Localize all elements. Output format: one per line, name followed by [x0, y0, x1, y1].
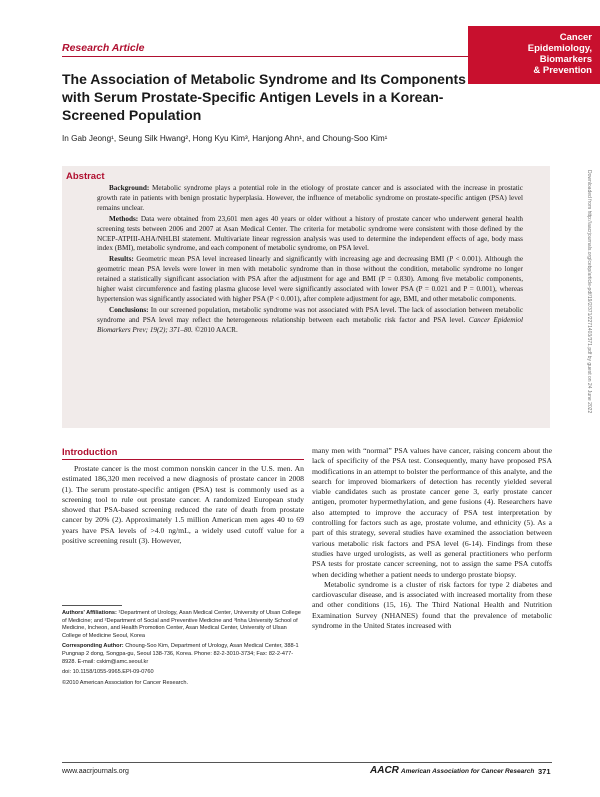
introduction-left-column	[62, 464, 304, 546]
abstract-copyright: ©2010 AACR.	[194, 325, 238, 334]
journal-badge-line: Biomarkers	[539, 54, 592, 65]
aacr-logo-name: American Association for Cancer Research	[400, 768, 535, 775]
affiliations-label: Authors' Affiliations:	[62, 610, 117, 616]
journal-badge-line: Cancer	[559, 32, 592, 43]
article-title: The Association of Metabolic Syndrome and Its Components with Serum Prostate-Specific Antigen Levels in a Korean-Screened Population	[62, 71, 466, 123]
aacr-logo-mark: AACR	[370, 765, 399, 776]
corresponding-text: Choung-Soo Kim, Department of Urology, Asan Medical Center, 388-1 Pungnap 2 dong, Songpa-gu, Seoul 138-736, Korea. Phone: 82-2-3010-3734; Fax: 82-2-477-8928. E-mail: cskim@amc.seoul.kr	[62, 643, 299, 665]
journal-badge-line: Epidemiology,	[527, 43, 592, 54]
abstract-background	[97, 184, 523, 214]
doi: doi: 10.1158/1055-9965.EPI-09-0760	[62, 669, 154, 676]
section-label: Research Article	[62, 42, 145, 54]
abstract-heading: Abstract	[66, 171, 105, 182]
corresponding-author	[62, 643, 304, 666]
download-note: Downloaded from http://aacrjournals.org/cebp/article-pdf/19/2/371/2271403/371.pdf by guest on 24 June 2022	[586, 170, 592, 414]
page-number: 371	[538, 767, 551, 776]
affiliations-block	[62, 610, 304, 690]
abstract-citation: Cancer Epidemiol Biomarkers Prev; 19(2); 371–80.	[97, 315, 523, 334]
abstract-background-text: Metabolic syndrome plays a potential role in the etiology of prostate cancer and is associated with the increase in prostatic growth rate in patients with benign prostatic hyperplasia. However, the influence of metabolic syndrome on prostate-specific antigen (PSA) level remains unclear.	[97, 184, 523, 212]
introduction-heading: Introduction	[62, 447, 118, 458]
abstract-conclusions	[97, 306, 523, 336]
affiliations-rule	[62, 605, 122, 606]
intro-paragraph: Prostate cancer is the most common nonskin cancer in the U.S. men. An estimated 186,320 men received a new diagnosis of prostate cancer in 2008 (1). The serum prostate-specific antigen (PSA) test is commonly used as a screening tool to rule out prostate cancer. A randomized European study showed that PSA-based screening reduced the rate of death from prostate cancer by 20% (2). Approximately 1.5 million American men ages 40 to 69 years have PSA levels of >4.0 ng/mL, a widely used cutoff value for a positive screening result (3). However,	[62, 464, 304, 546]
abstract-results	[97, 255, 523, 305]
intro-paragraph: Metabolic syndrome is a cluster of risk factors for type 2 diabetes and cardiovascular disease, and is associated with increased mortality from these and other conditions (15, 16). The Third National Health and Nutrition Examination Survey (NHANES) found that the prevalence of metabolic syndrome in the United States increased with	[312, 579, 552, 631]
introduction-rule	[62, 459, 304, 460]
abstract-methods-label: Methods:	[109, 214, 139, 223]
abstract-results-label: Results:	[109, 255, 134, 264]
abstract-methods	[97, 215, 523, 255]
abstract-body	[97, 184, 523, 337]
abstract-conclusions-label: Conclusions:	[109, 305, 149, 314]
affiliations-text: ¹Department of Urology, Asan Medical Center, University of Ulsan College of Medicine; and ²Department of Social and Preventive Medicine and ³Inha University School of Medicine, Incheon, and Health Promotion Center, Asan Medical Center, University of Ulsan College of Medicine Seoul, Korea	[62, 610, 301, 639]
corresponding-label: Corresponding Author:	[62, 643, 124, 650]
abstract-results-text: Geometric mean PSA level increased linearly and significantly with increasing age and decreasing BMI (P < 0.001). Although the geometric mean PSA levels were lower in men with metabolic syndrome than in those without the condition, metabolic syndrome no longer retained a statistically significant association with PSA after the adjustment for age and BMI (P = 0.830). Among five metabolic components, higher waist circumference and fasting plasma glucose level were significantly associated with lower PSA (P = 0.021 and P = 0.001), whereas hypertension was significantly associated with higher PSA (P < 0.001), after complete adjustment for age, BMI, and other metabolic components.	[97, 255, 524, 303]
footer-url[interactable]: www.aacrjournals.org	[62, 768, 129, 775]
affiliations-copyright: ©2010 American Association for Cancer Research.	[62, 679, 189, 686]
abstract-conclusions-text: In our screened population, metabolic syndrome was not associated with PSA level. The lack of association between metabolic syndrome and PSA level may reflect the heterogeneous relationship between each metabolic risk factor and PSA level.	[97, 305, 524, 324]
intro-paragraph: many men with “normal” PSA values have cancer, raising concern about the lack of specificity of the PSA test. Consequently, many have proposed PSA modifications in an attempt to bolster the performance of this analyte, and the search for improved biomarkers of detection has recently yielded several viable candidates such as prostate cancer gene 3, early prostate cancer antigen, promoter hypermethylation, and gene fusions (4). Researchers have also attempted to improve the accuracy of PSA test interpretation by controlling for factors such as age, prostate volume, and ethnicity (5). As a part of this strategy, several studies have examined the association between various metabolic risk factors and PSA level (6-14). Findings from these studies have urged urologists, as well as general practitioners who perform PSA tests for prostate cancer screening, not to assign the same PSA cutoffs when deciding whether a patient needs to undergo prostate biopsy.	[312, 446, 552, 579]
header-rule	[62, 56, 468, 57]
journal-badge-line: & Prevention	[533, 65, 592, 76]
authors-affiliations	[62, 610, 304, 640]
author-list: In Gab Jeong¹, Seung Silk Hwang², Hong Kyu Kim³, Hanjong Ahn¹, and Choung-Soo Kim¹	[62, 134, 388, 143]
abstract-background-label: Background:	[109, 184, 150, 192]
journal-badge	[468, 26, 600, 84]
abstract-methods-text: Data were obtained from 23,601 men ages 40 years or older without a history of prostate cancer who underwent general health screening tests between 2006 and 2007 at Asan Medical Center. The criteria for metabolic syndrome were consistent with those defined by the NCEP-ATPIII-AHA/NHLBI statement. Multivariate linear regression analysis was used to determine the independent effects of age, body mass index (BMI), metabolic syndrome, and each component of metabolic syndrome, on PSA level.	[97, 214, 524, 253]
aacr-logo	[370, 765, 534, 776]
introduction-right-column	[312, 446, 552, 631]
footer-rule	[62, 762, 552, 763]
